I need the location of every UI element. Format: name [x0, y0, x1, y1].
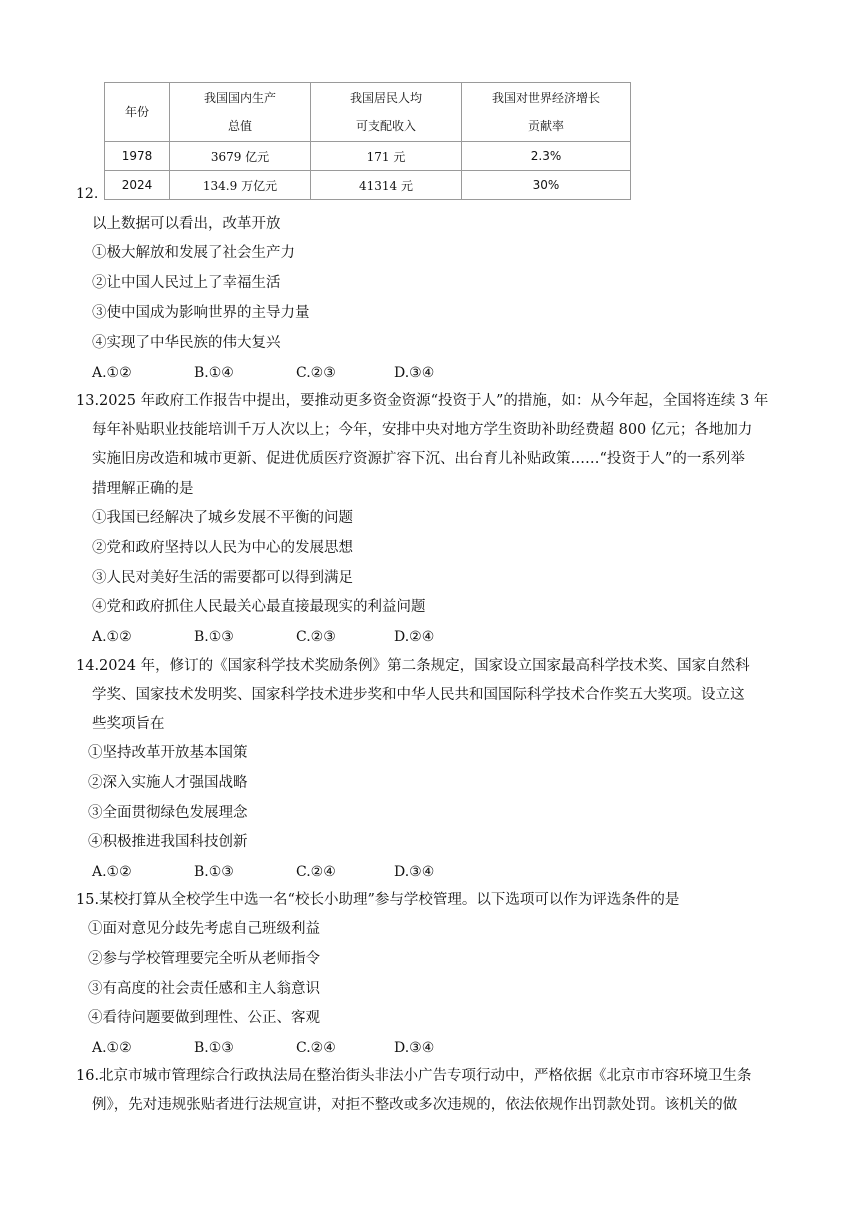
option: ④看待问题要做到理性、公正、客观 — [88, 1010, 320, 1026]
question-text: 学奖、国家技术发明奖、国家科学技术进步奖和中华人民共和国国际科学技术合作奖五大奖项。设立这 — [92, 687, 745, 703]
option: ②党和政府坚持以人民为中心的发展思想 — [92, 540, 353, 556]
table-row — [105, 142, 631, 171]
option: ②让中国人民过上了幸福生活 — [92, 275, 281, 291]
answer-choice: A.①② — [92, 864, 132, 880]
header-year: 年份 — [105, 83, 170, 142]
table-cell: 30% — [462, 171, 631, 200]
statistics-table — [104, 82, 631, 200]
answer-choice: C.②④ — [296, 1040, 336, 1056]
answer-choice: D.③④ — [394, 1040, 435, 1056]
table-cell: 3679 亿元 — [170, 142, 311, 171]
option: ③人民对美好生活的需要都可以得到满足 — [92, 570, 353, 586]
question-stem: 以上数据可以看出，改革开放 — [92, 216, 281, 232]
option: ①极大解放和发展了社会生产力 — [92, 245, 295, 261]
answer-choice: C.②④ — [296, 864, 336, 880]
header-income: 我国居民人均 可支配收入 — [311, 83, 462, 142]
question-text: 16.北京市城市管理综合行政执法局在整治街头非法小广告专项行动中，严格依据《北京市市容环境卫生条 — [76, 1068, 752, 1084]
table-cell: 2.3% — [462, 142, 631, 171]
table-cell: 1978 — [105, 142, 170, 171]
answer-choice: D.②④ — [394, 629, 435, 645]
question-text: 13.2025 年政府工作报告中提出，要推动更多资金资源“投资于人”的措施，如：从今年起，全国将连续 3 年 — [76, 393, 769, 409]
option: ④实现了中华民族的伟大复兴 — [92, 335, 281, 351]
option: ④党和政府抓住人民最关心最直接最现实的利益问题 — [92, 599, 426, 615]
option: ②深入实施人才强国战略 — [88, 775, 248, 791]
option: ①坚持改革开放基本国策 — [88, 745, 248, 761]
answer-choice: B.①③ — [194, 864, 234, 880]
answer-choice: A.①② — [92, 629, 132, 645]
question-text: 每年补贴职业技能培训千万人次以上；今年，安排中央对地方学生资助补助经费超 800 亿元；各地加力 — [92, 422, 753, 438]
table-cell: 134.9 万亿元 — [170, 171, 311, 200]
option: ④积极推进我国科技创新 — [88, 834, 248, 850]
question-text: 14.2024 年，修订的《国家科学技术奖励条例》第二条规定，国家设立国家最高科学技术奖、国家自然科 — [76, 658, 750, 674]
table-row — [105, 171, 631, 200]
table-cell: 171 元 — [311, 142, 462, 171]
question-text: 措理解正确的是 — [92, 481, 194, 497]
answer-choice: D.③④ — [394, 365, 435, 381]
option: ③全面贯彻绿色发展理念 — [88, 805, 248, 821]
answer-choice: B.①③ — [194, 629, 234, 645]
option: ③使中国成为影响世界的主导力量 — [92, 305, 310, 321]
option: ③有高度的社会责任感和主人翁意识 — [88, 981, 320, 997]
answer-choice: C.②③ — [296, 365, 336, 381]
table-header-row — [105, 83, 631, 142]
question-text: 实施旧房改造和城市更新、促进优质医疗资源扩容下沉、出台育儿补贴政策……“投资于人”的一系列举 — [92, 451, 745, 467]
header-contribution: 我国对世界经济增长 贡献率 — [462, 83, 631, 142]
option: ①面对意见分歧先考虑自己班级利益 — [88, 921, 320, 937]
question-number: 12. — [76, 186, 99, 202]
answer-choice: C.②③ — [296, 629, 336, 645]
answer-choice: A.①② — [92, 365, 132, 381]
header-gdp: 我国国内生产 总值 — [170, 83, 311, 142]
answer-choice: D.③④ — [394, 864, 435, 880]
answer-choice: B.①④ — [194, 365, 234, 381]
option: ①我国已经解决了城乡发展不平衡的问题 — [92, 510, 353, 526]
table-cell: 41314 元 — [311, 171, 462, 200]
question-text: 15.某校打算从全校学生中选一名“校长小助理”参与学校管理。以下选项可以作为评选条件的是 — [76, 892, 680, 908]
question-text: 例》，先对违规张贴者进行法规宣讲，对拒不整改或多次违规的，依法依规作出罚款处罚。该机关的做 — [92, 1097, 738, 1113]
table-cell: 2024 — [105, 171, 170, 200]
question-text: 些奖项旨在 — [92, 716, 165, 732]
answer-choice: A.①② — [92, 1040, 132, 1056]
answer-choice: B.①③ — [194, 1040, 234, 1056]
option: ②参与学校管理要完全听从老师指令 — [88, 951, 320, 967]
